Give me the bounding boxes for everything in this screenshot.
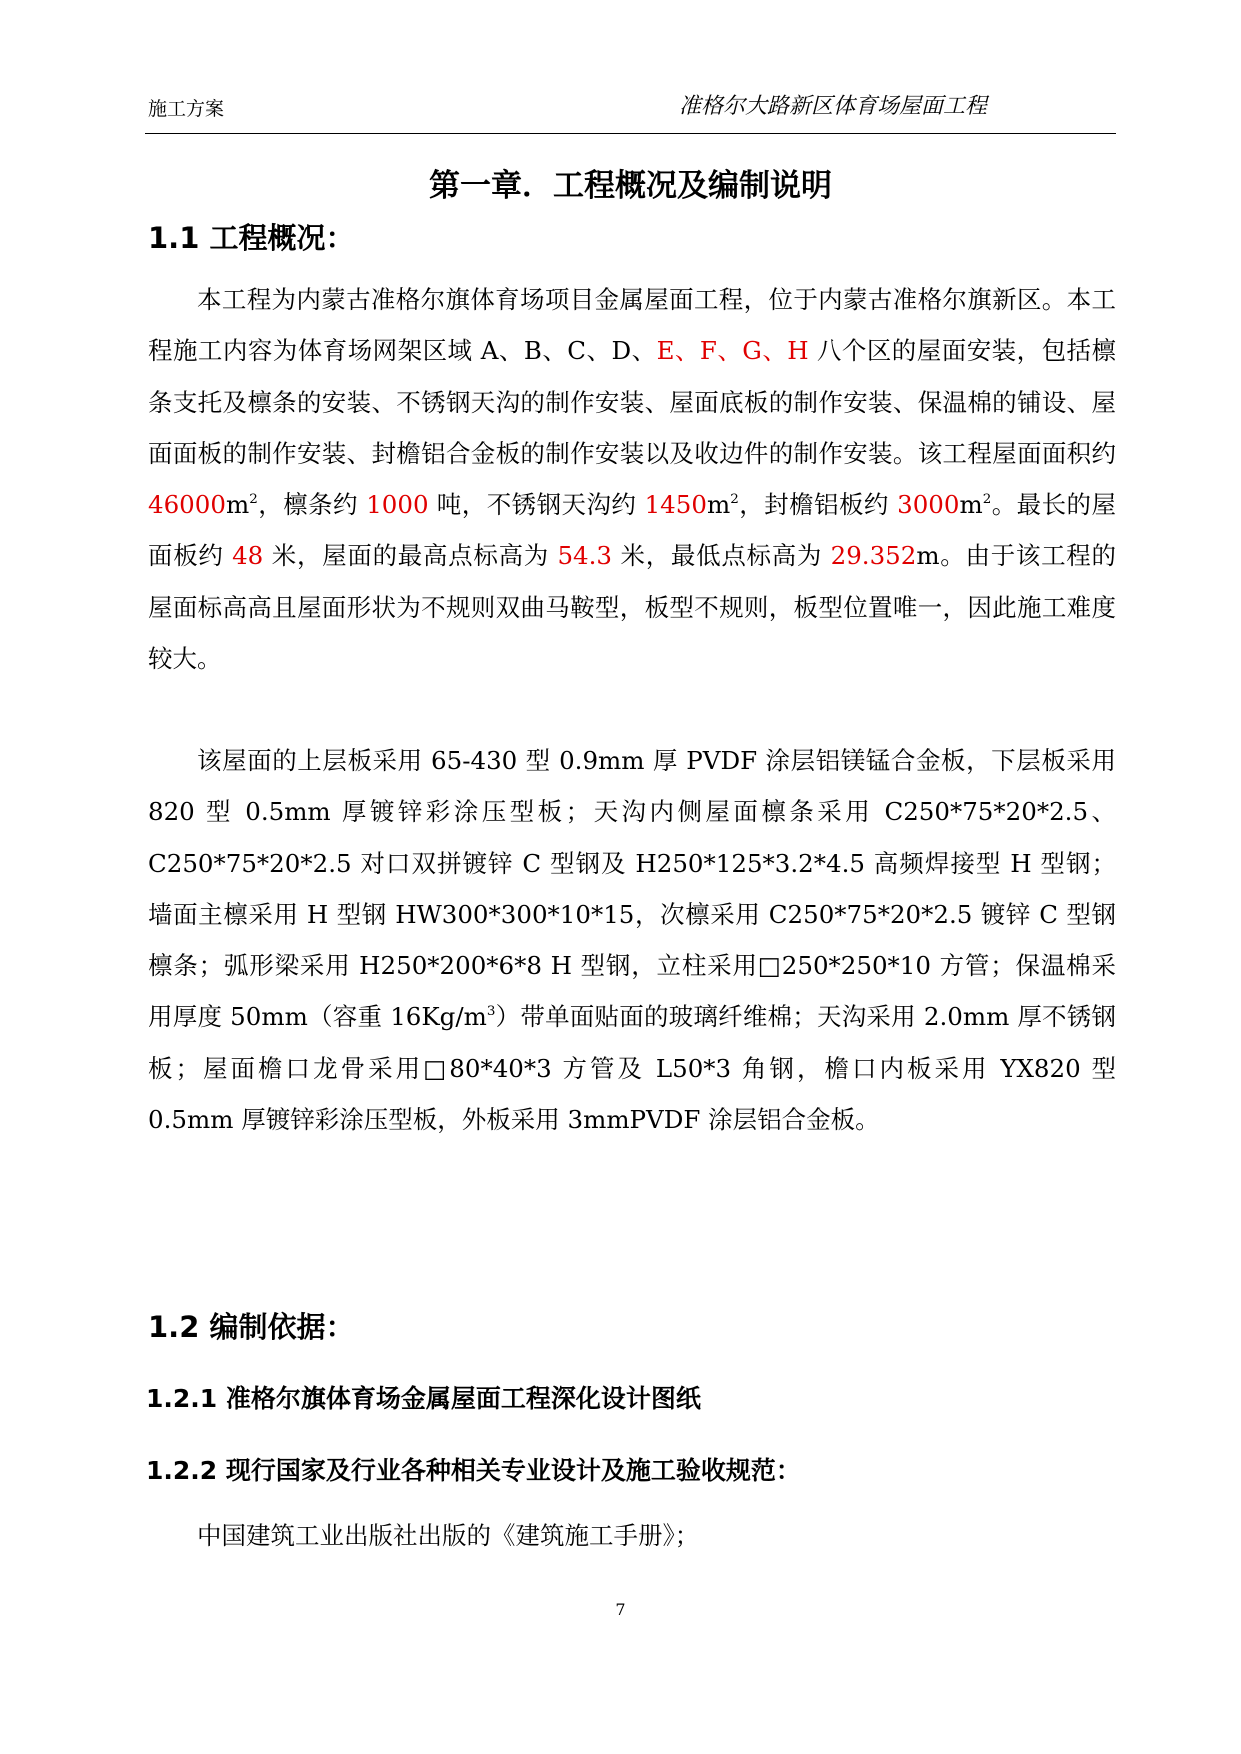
subsection-1-2-1: 1.2.1 准格尔旗体育场金属屋面工程深化设计图纸	[146, 1384, 701, 1413]
subsection-1-2-2: 1.2.2 现行国家及行业各种相关专业设计及施工验收规范：	[146, 1456, 801, 1485]
section-1-1-heading: 1.1 工程概况：	[148, 221, 355, 255]
header-right: 准格尔大路新区体育场屋面工程	[678, 94, 987, 119]
basis-paragraph-1: 中国建筑工业出版社出版的《建筑施工手册》；	[197, 1521, 700, 1550]
overview-paragraph-1: 本工程为内蒙古准格尔旗体育场项目金属屋面工程，位于内蒙古准格尔旗新区。本工程施工内容为体育场网架区域 A、B、C、D、E、F、G、H 八个区的屋面安装，包括檩条支托及檩条的安装、不锈钢天沟的制作安装、屋面底板的制作安装、保温棉的铺设、屋面面板的制作安装、封檐铝合金板的制作安装以及收边件的制作安装。该工程屋面面积约 $46000m^2$，檩条约 1000 吨，不锈钢天沟约 $1450m^2$，封檐铝板约 $3000m^2$。最长的屋面板约 48 米，屋面的最高点标高为 54.3 米，最低点标高为 29.352m。由于该工程的屋面标高高且屋面形状为不规则双曲马鞍型，板型不规则，板型位置唯一，因此施工难度较大。	[148, 285, 1117, 674]
chapter-title: 第一章．工程概况及编制说明	[429, 168, 832, 204]
section-1-2-heading: 1.2 编制依据：	[148, 1310, 355, 1344]
page-number: 7	[615, 1600, 626, 1619]
overview-paragraph-2: 该屋面的上层板采用 65-430 型 0.9mm 厚 PVDF 涂层铝镁锰合金板，下层板采用 820 型 0.5mm 厚镀锌彩涂压型板；天沟内侧屋面檩条采用 C250*75*20*2.5、C250*75*20*2.5 对口双拼镀锌 C 型钢及 H250*125*3.2*4.5 高频焊接型 H 型钢；墙面主檩采用 H 型钢 HW300*300*10*15，次檩采用 C250*75*20*2.5 镀锌 C 型钢檩条；弧形梁采用 H250*200*6*8 H 型钢，立柱采用□250*250*10 方管；保温棉采用厚度 50mm（容重 $16Kg/m^3$）带单面贴面的玻璃纤维棉；天沟采用 2.0mm 厚不锈钢板；屋面檐口龙骨采用□80*40*3 方管及 L50*3 角钢，檐口内板采用 YX820 型 0.5mm 厚镀锌彩涂压型板，外板采用 3mmPVDF 涂层铝合金板。	[148, 746, 1116, 1135]
header-rule	[145, 133, 1116, 134]
header-left: 施工方案	[148, 98, 225, 120]
